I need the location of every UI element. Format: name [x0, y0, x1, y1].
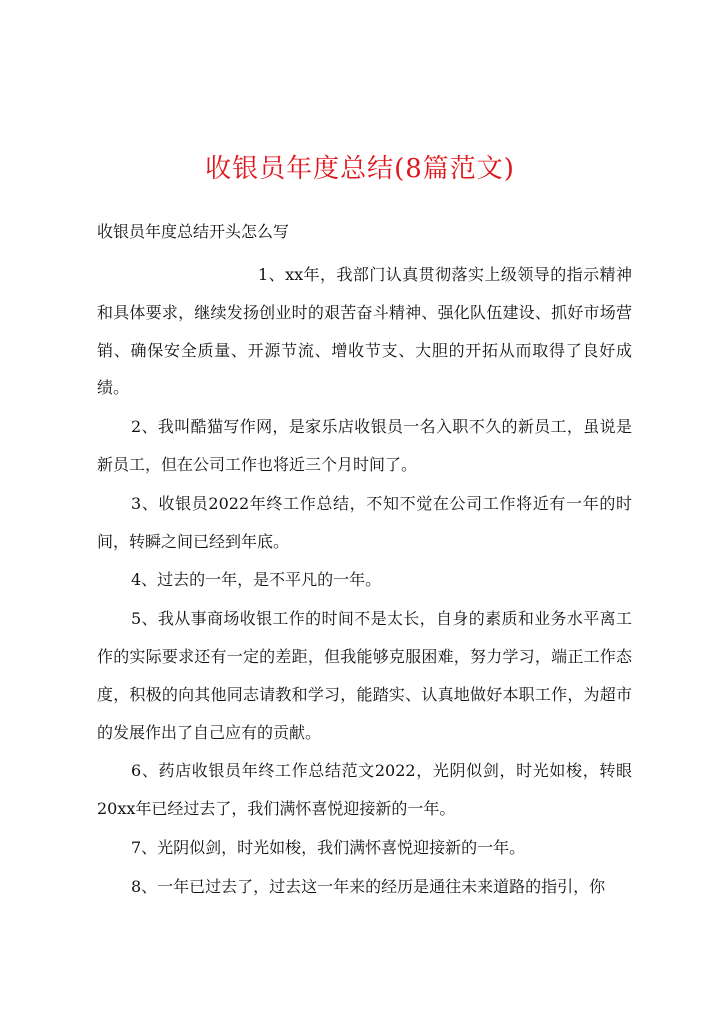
paragraph-8: 8、一年已过去了，过去这一年来的经历是通往未来道路的指引，你 [131, 876, 606, 896]
paragraph-1: 1、xx年，我部门认真贯彻落实上级领导的指示精神和具体要求，继续发扬创业时的艰苦奋斗精神、强化队伍建设、抓好市场营销、确保安全质量、开源节流、增收节支、大胆的开拓从而取得了良好成绩。 [97, 265, 632, 398]
document-body [97, 256, 632, 907]
paragraph-4: 4、过去的一年，是不平凡的一年。 [131, 570, 382, 590]
paragraph-3: 3、收银员2022年终工作总结，不知不觉在公司工作将近有一年的时间，转瞬之间已经到年底。 [97, 493, 632, 551]
paragraph-6: 6、药店收银员年终工作总结范文2022，光阴似剑，时光如梭，转眼20xx年已经过去了，我们满怀喜悦迎接新的一年。 [97, 761, 632, 819]
paragraph-7: 7、光阴似剑，时光如梭，我们满怀喜悦迎接新的一年。 [131, 837, 526, 857]
paragraph-2: 2、我叫酷猫写作网，是家乐店收银员一名入职不久的新员工，虽说是新员工，但在公司工作也将近三个月时间了。 [97, 417, 632, 474]
document-subtitle: 收银员年度总结开头怎么写 [97, 222, 290, 241]
paragraph-5: 5、我从事商场收银工作的时间不是太长，自身的素质和业务水平离工作的实际要求还有一定的差距，但我能够克服困难，努力学习，端正工作态度，积极的向其他同志请教和学习，能踏实、认真地做好本职工作，为超市的发展作出了自己应有的贡献。 [97, 609, 632, 742]
document-title: 收银员年度总结(8篇范文) [205, 154, 515, 184]
